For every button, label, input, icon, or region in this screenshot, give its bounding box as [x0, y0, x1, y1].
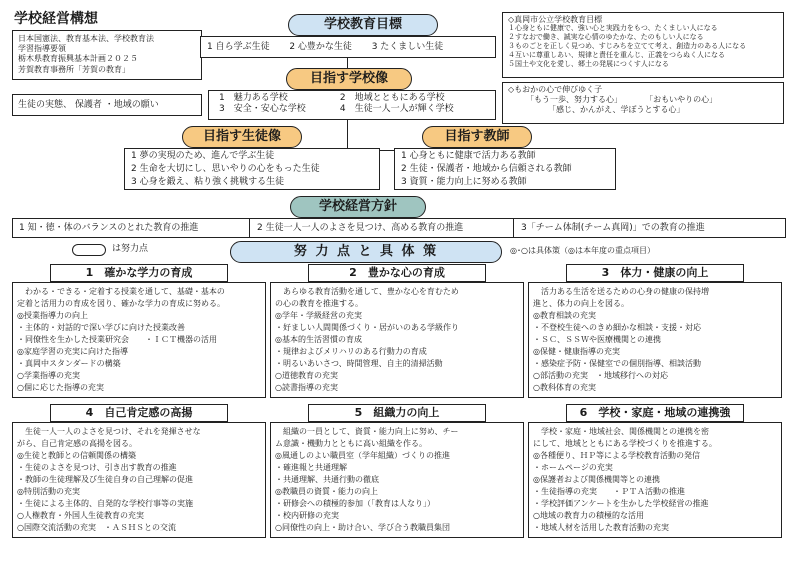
section-line: ・生徒指導の充実 ・ＰＴＡ活動の推進 [533, 487, 685, 496]
school-image-item: 2 地域とともにある学校 [339, 93, 445, 103]
section-line: ◎授業指導力の向上 [17, 311, 88, 320]
section-line: ・ＳＣ、ＳＳＷや医療機関との連携 [533, 335, 661, 344]
section-line: ・不登校生徒へのきめ細かな相談・支援・対応 [533, 323, 701, 332]
teacher-image-item: 3 資質・能力向上に努める教師 [401, 177, 527, 187]
section-title: 5 組織力の向上 [308, 404, 486, 422]
school-image-label: 目指す学校像 [286, 68, 412, 90]
section-line: ◎学年・学級経営の充実 [275, 311, 362, 320]
goal-label: 学校教育目標 [288, 14, 438, 36]
banner: 努 力 点 と 具 体 策 [230, 241, 502, 263]
law-box [12, 30, 202, 80]
section-line: ○読書指導の充実 [275, 383, 338, 392]
section-line: ・同僚性を生かした授業研究会 ・ＩＣＴ機器の活用 [17, 335, 217, 344]
policy-item: 2 生徒一人一人のよさを見つけ、高める教育の推進 [257, 223, 464, 233]
section-body [270, 422, 524, 538]
section-body [528, 282, 782, 398]
city-heart-slogan: 「もう一歩、努力する心」 [526, 95, 622, 105]
section-line: ・学校評価アンケートを生かした学校経営の推進 [533, 499, 709, 508]
legend-swatch [72, 244, 106, 256]
policy-divider [513, 219, 514, 238]
section-line: あらゆる教育活動を通して、豊かな心を育むため [275, 287, 459, 296]
section-line: ○個に応じた指導の充実 [17, 383, 104, 392]
city-goal-line: ３ものごとを正しく見つめ、すじみちを立てて考え、創造力のある人になる [508, 42, 747, 50]
student-image-item: 2 生命を大切にし、思いやりの心をもった生徒 [131, 164, 320, 174]
section-line: ○学業指導の充実 [17, 371, 80, 380]
section-title: 3 体力・健康の向上 [566, 264, 744, 282]
goal-box [200, 36, 496, 58]
teacher-image-item: 1 心身ともに健康で活力ある教師 [401, 151, 536, 161]
section-line: ○人権教育・外国人生徒教育の充実 [17, 511, 144, 520]
law-line: 学習指導要領 [18, 44, 66, 54]
teacher-image-label: 目指す教師 [422, 126, 532, 148]
section-line: ・規律およびメリハリのある行動力の育成 [275, 347, 427, 356]
section-title: 4 自己肯定感の高揚 [50, 404, 228, 422]
page-title: 学校経営構想 [14, 11, 98, 27]
city-heart-heading: ◇もおかの心で伸びゆく子 [508, 85, 603, 94]
wish-box [12, 94, 202, 116]
section-line: ◎生徒と教師との信頼関係の構築 [17, 451, 136, 460]
section-line: ○地域の教育力の積極的な活用 [533, 511, 644, 520]
section-line: 進と、体力の向上を図る。 [533, 299, 629, 308]
section-line: ・好ましい人間関係づくり・居がいのある学級作り [275, 323, 459, 332]
city-heart-box [502, 82, 784, 124]
section-line: ・教師の生徒理解及び生徒自身の自己理解の促進 [17, 475, 193, 484]
section-line: ・主体的・対話的で深い学びに向けた授業改善 [17, 323, 185, 332]
section-line: ◎保健・健康指導の充実 [533, 347, 620, 356]
city-goal-box [502, 12, 784, 78]
policy-divider [249, 219, 250, 238]
section-line: 学校・家庭・地域社会、関係機関との連携を密 [533, 427, 709, 436]
teacher-image-box [394, 148, 616, 190]
section-line: ・研修会への積極的参加（「教育は人なり」） [275, 499, 435, 508]
goal-item: 2 心豊かな生徒 [289, 42, 352, 52]
goal-item: 3 たくましい生徒 [371, 42, 444, 52]
section-line: わかる・できる・定着する授業を通して、基礎・基本の [17, 287, 225, 296]
connector [380, 150, 395, 151]
section-line: ・感染症予防・保健室での個別指導、相談活動 [533, 359, 701, 368]
policy-item: 1 知・徳・体のバランスのとれた教育の推進 [19, 223, 199, 233]
city-goal-heading: ◇真岡市公立学校教育目標 [508, 15, 603, 24]
section-line: ◎特別活動の充実 [17, 487, 80, 496]
section-body [12, 422, 266, 538]
section-line: ○部活動の充実 ・地域移行への対応 [533, 371, 668, 380]
section-line: ◎基本的生活習慣の育成 [275, 335, 362, 344]
section-line: ・確進報と共通理解 [275, 463, 347, 472]
school-image-box [208, 90, 496, 120]
policy-item: 3「チーム体制(チーム真岡)」での教育の推進 [521, 223, 705, 233]
section-line: ・真岡中スタンダードの構築 [17, 359, 121, 368]
section-line: ○国際交流活動の充実 ・ＡＳＨＳとの交流 [17, 523, 176, 532]
section-line: 生徒一人一人のよさを見つけ、それを発揮させな [17, 427, 201, 436]
city-goal-line: ５国土や文化を愛し、郷土の発展につくす人になる [508, 60, 669, 68]
school-image-item: 4 生徒一人一人が輝く学校 [339, 104, 454, 114]
section-line: 組織の一員として、資質・能力向上に努め、チー [275, 427, 459, 436]
law-line: 栃木県教育振興基本計画２０２５ [18, 54, 138, 64]
goal-item: 1 自ら学ぶ生徒 [207, 42, 270, 52]
section-title: 1 確かな学力の育成 [50, 264, 228, 282]
section-line: ・明るいあいさつ、時間管理、自主的清掃活動 [275, 359, 443, 368]
student-image-box [124, 148, 380, 190]
section-body [270, 282, 524, 398]
section-title: 6 学校・家庭・地域の連携強 [566, 404, 744, 422]
section-line: ・校内研修の充実 [275, 511, 339, 520]
section-line: ・共通理解、共通行動の徹底 [275, 475, 379, 484]
policy-label: 学校経営方針 [290, 196, 426, 218]
section-line: がら、自己肯定感の高揚を図る。 [17, 439, 137, 448]
section-body [528, 422, 782, 538]
wish-text: 生徒の実態、 保護者 ・地域の願い [18, 100, 159, 110]
school-image-item: 1 魅力ある学校 [219, 93, 288, 103]
section-line: ・ホームページの充実 [533, 463, 613, 472]
legend-right: ◎･○は具体策（◎は本年度の重点項目） [510, 246, 655, 255]
city-goal-line: ４互いに尊重しあい、規律と責任を重んじ、正義をつらぬく人になる [508, 51, 725, 59]
section-line: にして、地域とともにある学校づくりを推進する。 [533, 439, 717, 448]
section-line: ◎各種便り、ＨＰ等による学校教育活動の発信 [533, 451, 700, 460]
law-line: 芳賀教育事務所「芳賀の教育」 [18, 64, 130, 74]
section-line: ・生徒による主体的、自発的な学校行事等の実施 [17, 499, 193, 508]
policy-box [12, 218, 786, 238]
student-image-label: 目指す生徒像 [182, 126, 302, 148]
school-image-item: 3 安全・安心な学校 [219, 104, 306, 114]
section-line: ○道徳教育の充実 [275, 371, 338, 380]
student-image-item: 1 夢の実現のため、進んで学ぶ生徒 [131, 151, 275, 161]
city-goal-line: １心身ともに健康で、強い心と実践力をもつ、たくましい人になる [508, 24, 718, 32]
connector [347, 58, 348, 68]
section-line: ○同僚性の向上・助け合い、学び合う教職員集団 [275, 523, 450, 532]
city-goal-line: ２すなおで働き、誠実な心情のゆたかな、たのもしい人になる [508, 33, 704, 41]
teacher-image-item: 2 生徒・保護者・地域から信頼される教師 [401, 164, 572, 174]
section-line: の心の教育を推進する。 [275, 299, 363, 308]
section-line: ◎風通しのよい職員室（学年組織）づくりの推進 [275, 451, 450, 460]
section-line: ・生徒のよさを見つけ、引き出す教育の推進 [17, 463, 177, 472]
section-body [12, 282, 266, 398]
section-title: 2 豊かな心の育成 [308, 264, 486, 282]
city-heart-slogan: 「おもいやりの心」 [645, 95, 718, 105]
section-line: ム意識・機動力とともに高い組織を作る。 [275, 439, 427, 448]
legend-left: は努力点 [112, 244, 149, 254]
section-line: ○教科体育の充実 [533, 383, 596, 392]
student-image-item: 3 心身を鍛え、粘り強く挑戦する生徒 [131, 177, 285, 187]
section-line: 定着と活用力の育成を図り、確かな学力の育成に努める。 [17, 299, 225, 308]
section-line: ◎保護者および関係機関等との連携 [533, 475, 660, 484]
city-heart-slogan: 「感じ、かんがえ、学ぼうとする心」 [548, 105, 685, 115]
section-line: 活力ある生活を送るための心身の健康の保持増 [533, 287, 709, 296]
law-line: 日本国憲法、教育基本法、学校教育法 [18, 34, 154, 43]
section-line: ◎家庭学習の充実に向けた指導 [17, 347, 128, 356]
section-line: ・地域人材を活用した教育活動の充実 [533, 523, 669, 532]
section-line: ◎教育相談の充実 [533, 311, 596, 320]
section-line: ◎教職員の資質・能力の向上 [275, 487, 378, 496]
